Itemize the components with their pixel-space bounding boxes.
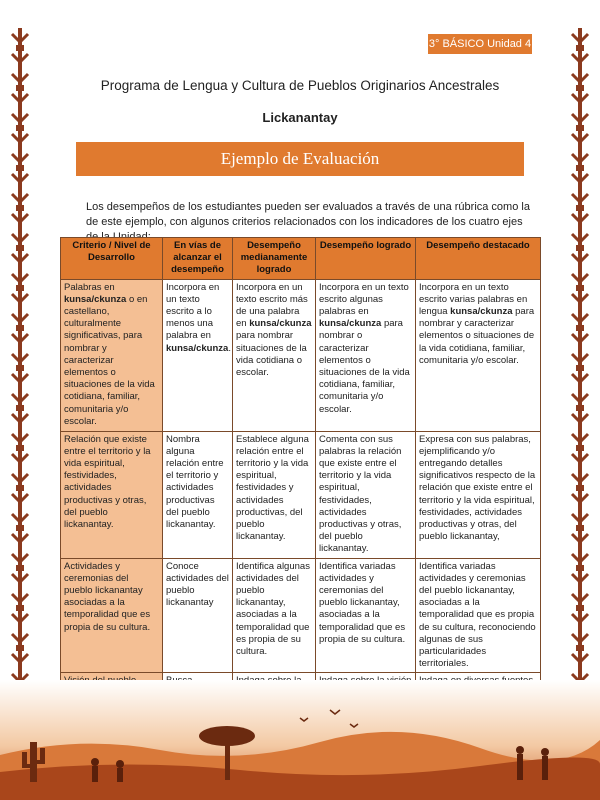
- rubric-table: [60, 237, 541, 733]
- rubric-cell: Incorpora en un texto escrito a lo menos una palabra en kunsa/ckunza.: [163, 279, 233, 431]
- column-header: Desempeño destacado: [416, 238, 541, 280]
- table-row: [61, 558, 541, 673]
- intro-paragraph: Los desempeños de los estudiantes pueden ser evaluados a través de una rúbrica como la de este ejemplo, con algunos criterios relacionados con los indicadores de los cuatro ejes: [86, 201, 530, 228]
- program-title: Programa de Lengua y Cultura de Pueblos Originarios Ancestrales: [100, 78, 500, 93]
- rubric-cell: Conoce actividades del pueblo lickanantay: [163, 558, 233, 673]
- unit-badge: 3° BÁSICO Unidad 4: [428, 34, 532, 54]
- rubric-cell: Identifica variadas actividades y ceremonias del pueblo lickanantay, asociadas a la temporalidad que es propia de su cultura.: [316, 558, 416, 673]
- rubric-cell: Establece alguna relación entre el territorio y la vida espiritual, festividades y actividades productivas, del pueblo lickanantay.: [233, 431, 316, 558]
- pattern-icon: [570, 28, 590, 688]
- column-header: Criterio / Nivel de Desarrollo: [61, 238, 163, 280]
- rubric-cell: Incorpora en un texto escrito algunas palabras en kunsa/ckunza para nombrar o caracterizar elementos o situaciones de la vida cotidiana, familiar, comunitaria y/o escolar.: [316, 279, 416, 431]
- criteria-cell: Palabras en kunsa/ckunza o en castellano, culturalmente significativas, para nombrar y caracterizar elementos o situaciones de la vida cotidiana, familiar, comunitaria y/o escolar.: [61, 279, 163, 431]
- rubric-cell: Incorpora en un texto escrito más de una palabra en kunsa/ckunza para nombrar situaciones de la vida cotidiana o escolar.: [233, 279, 316, 431]
- rubric-table-container: [60, 237, 540, 695]
- people-title: Lickanantay: [262, 110, 338, 125]
- evaluation-banner: Ejemplo de Evaluación: [76, 142, 524, 176]
- rubric-cell: Expresa con sus palabras, ejemplificando y/o entregando detalles significativos respecto de la relación que existe entre el territorio y la vida espiritual, festividades, actividades productivas y otras, del pueblo lickanantay,: [416, 431, 541, 558]
- decorative-border-right: [570, 28, 590, 688]
- rubric-cell: Identifica algunas actividades del pueblo lickanantay, asociadas a la temporalidad que es propia de su cultura.: [233, 558, 316, 673]
- rubric-cell: Comenta con sus palabras la relación que existe entre el territorio y la vida espiritual, festividades, actividades productivas y otras, del pueblo lickanantay.: [316, 431, 416, 558]
- column-header: Desempeño logrado: [316, 238, 416, 280]
- table-row: [61, 431, 541, 558]
- table-row: [61, 279, 541, 431]
- table-header-row: [61, 238, 541, 280]
- rubric-cell: Incorpora en un texto escrito varias palabras en lengua kunsa/ckunza para nombrar y caracterizar elementos o situaciones de la vida cotidiana, familiar, comunitaria y/o escolar.: [416, 279, 541, 431]
- criteria-cell: Relación que existe entre el territorio y la vida espiritual, festividades, actividades productivas y otras, del pueblo lickanantay.: [61, 431, 163, 558]
- decorative-border-left: [10, 28, 30, 688]
- column-header: Desempeño medianamente logrado: [233, 238, 316, 280]
- rubric-cell: Identifica variadas actividades y ceremonias del pueblo lickanantay, asociadas a la temporalidad que es propia de su cultura, reconociendo algunas de sus particularidades territoriales.: [416, 558, 541, 673]
- rubric-cell: Nombra alguna relación entre el territorio y actividades productivas del pueblo lickanantay.: [163, 431, 233, 558]
- column-header: En vías de alcanzar el desempeño: [163, 238, 233, 280]
- pattern-icon: [10, 28, 30, 688]
- desert-scenery-illustration: [0, 680, 600, 800]
- criteria-cell: Actividades y ceremonias del pueblo lickanantay asociadas a la temporalidad que es propia de su cultura.: [61, 558, 163, 673]
